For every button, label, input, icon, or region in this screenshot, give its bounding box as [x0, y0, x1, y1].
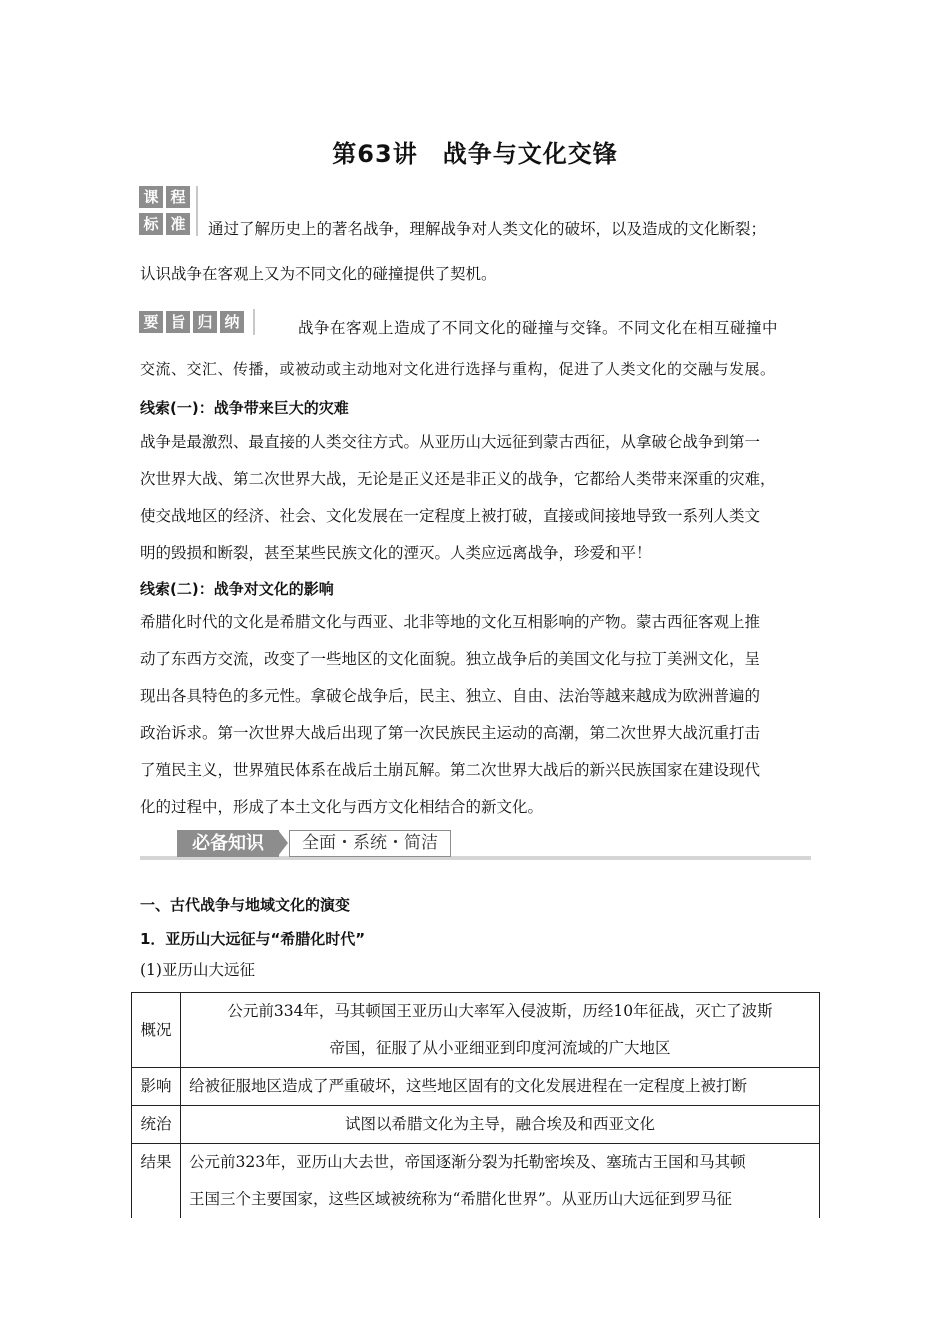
summary-line: 战争在客观上造成了不同文化的碰撞与交锋。不同文化在相互碰撞中 [298, 319, 779, 337]
row-line: 试图以希腊文化为主导，融合埃及和西亚文化 [344, 1115, 655, 1133]
badge-divider [196, 186, 198, 236]
table-row [132, 1068, 820, 1106]
table-row [132, 1144, 820, 1219]
subsection-heading: 1．亚历山大远征与“希腊化时代” [140, 930, 366, 948]
row-content [181, 1068, 820, 1106]
info-table [131, 992, 820, 1218]
clue2-line: 了殖民主义，世界殖民体系在战后土崩瓦解。第二次世界大战后的新兴民族国家在建设现代 [140, 761, 761, 779]
curriculum-badge [139, 186, 191, 236]
summary-line: 交流、交汇、传播，或被动或主动地对文化进行选择与重构，促进了人类文化的交融与发展。 [140, 360, 776, 378]
clue1-line: 明的毁损和断裂，甚至某些民族文化的湮灭。人类应远离战争，珍爱和平！ [140, 544, 652, 562]
row-label: 结果 [132, 1144, 181, 1219]
clue2-line: 化的过程中，形成了本土文化与西方文化相结合的新文化。 [140, 798, 544, 816]
row-line: 帝国，征服了从小亚细亚到印度河流域的广大地区 [329, 1039, 671, 1057]
row-line: 公元前323年，亚历山大去世，帝国逐渐分裂为托勒密埃及、塞琉古王国和马其顿 [189, 1153, 746, 1171]
subsubsection-heading: (1)亚历山大远征 [140, 961, 255, 979]
page-title: 第63讲 战争与文化交锋 [332, 140, 618, 168]
curriculum-line: 认识战争在客观上又为不同文化的碰撞提供了契机。 [140, 265, 497, 283]
badge-char: 归 [193, 311, 217, 333]
row-label-text: 概况 [140, 1021, 172, 1039]
row-line: 公元前334年，马其顿国王亚历山大率军入侵波斯，历经10年征战，灭亡了波斯 [227, 1002, 773, 1020]
clue2-line: 希腊化时代的文化是希腊文化与西亚、北非等地的文化互相影响的产物。蒙古西征客观上推 [140, 613, 761, 631]
row-label: 统治 [132, 1106, 181, 1144]
table-row [132, 993, 820, 1068]
clue2-line: 政治诉求。第一次世界大战后出现了第一次民族民主运动的高潮，第二次世界大战沉重打击 [140, 724, 761, 742]
section-heading: 一、古代战争与地域文化的演变 [140, 896, 351, 914]
badge-char: 准 [166, 213, 190, 235]
row-content [181, 1144, 820, 1219]
badge-char: 课 [139, 186, 163, 208]
badge-divider [253, 309, 255, 335]
row-content [181, 1106, 820, 1144]
clue2-heading: 线索(二)：战争对文化的影响 [140, 580, 334, 598]
clue1-line: 战争是最激烈、最直接的人类交往方式。从亚历山大远征到蒙古西征，从拿破仑战争到第一 [140, 433, 761, 451]
curriculum-line: 通过了解历史上的著名战争，理解战争对人类文化的破坏，以及造成的文化断裂； [208, 220, 767, 238]
clue1-heading: 线索(一)：战争带来巨大的灾难 [140, 399, 349, 417]
clue2-line: 现出各具特色的多元性。拿破仑战争后，民主、独立、自由、法治等越来越成为欧洲普遍的 [140, 687, 761, 705]
table-row [132, 1106, 820, 1144]
clue1-line: 使交战地区的经济、社会、文化发展在一定程度上被打破，直接或间接地导致一系列人类文 [140, 507, 761, 525]
banner-label: 必备知识 [177, 830, 279, 857]
banner-tagline: 全面・系统・简洁 [289, 830, 451, 857]
badge-char: 旨 [166, 311, 190, 333]
row-line: 给被征服地区造成了严重破坏，这些地区固有的文化发展进程在一定程度上被打断 [189, 1077, 748, 1095]
row-label [132, 993, 181, 1068]
clue2-line: 动了东西方交流，改变了一些地区的文化面貌。独立战争后的美国文化与拉丁美洲文化，呈 [140, 650, 761, 668]
row-label: 影响 [132, 1068, 181, 1106]
row-line: 王国三个主要国家，这些区域被统称为“希腊化世界”。从亚历山大远征到罗马征 [189, 1190, 732, 1208]
badge-char: 程 [166, 186, 190, 208]
clue1-line: 次世界大战、第二次世界大战，无论是正义还是非正义的战争，它都给人类带来深重的灾难， [140, 470, 776, 488]
row-content [181, 993, 820, 1068]
banner-arrow-icon [278, 830, 288, 856]
badge-char: 要 [139, 311, 163, 333]
badge-char: 标 [139, 213, 163, 235]
badge-char: 纳 [220, 311, 244, 333]
